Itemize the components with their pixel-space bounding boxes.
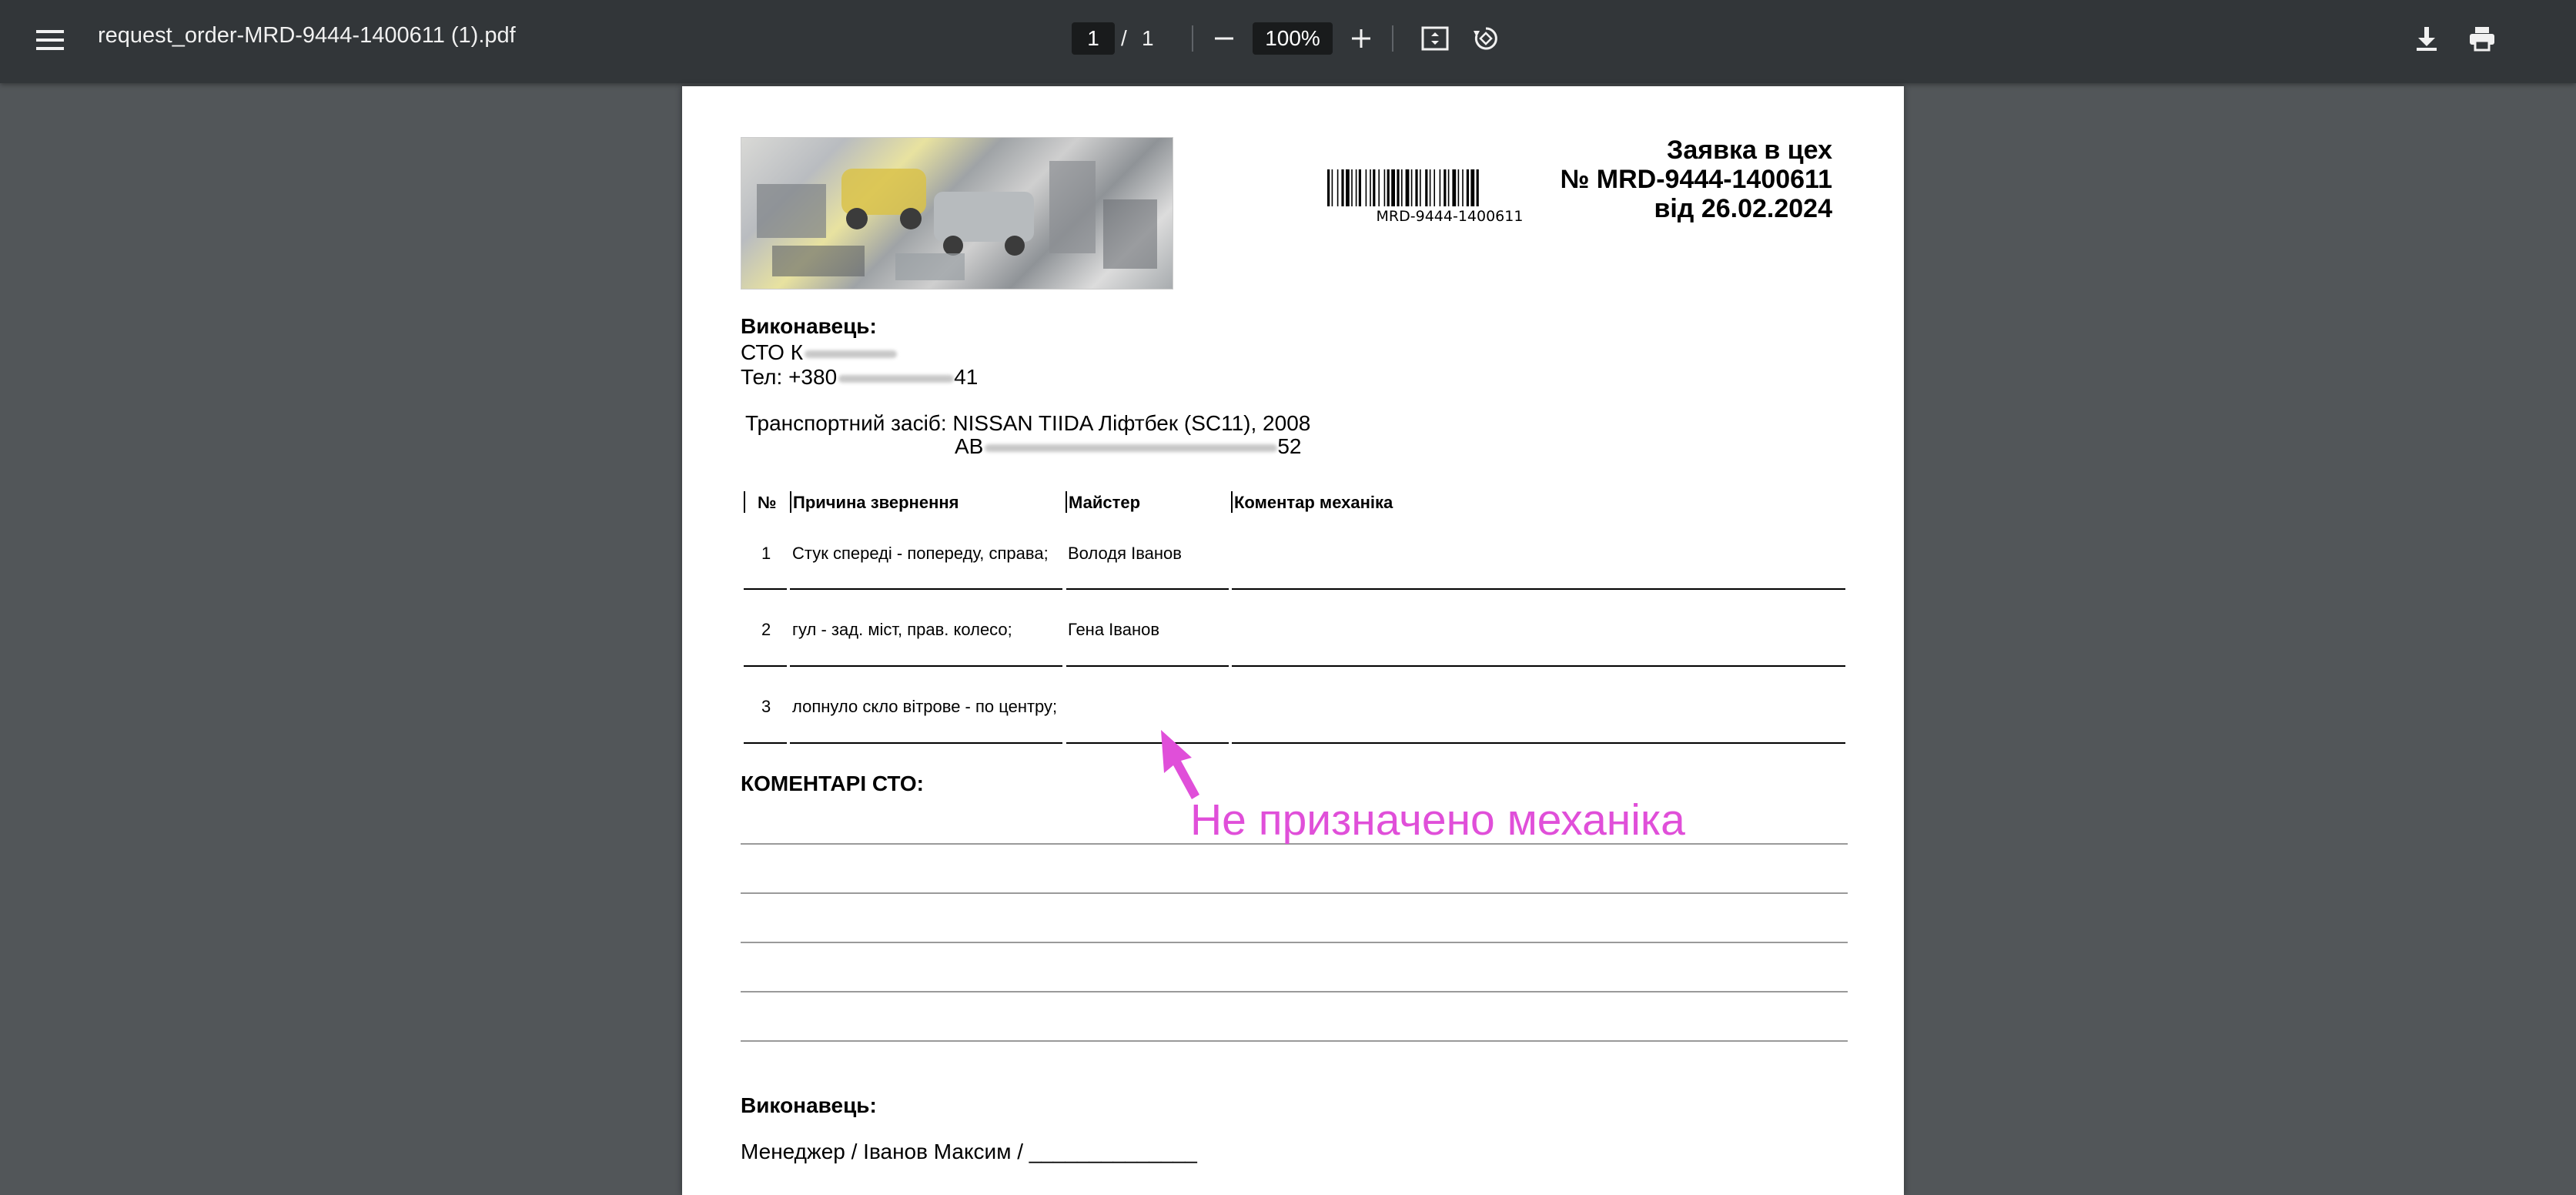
file-title: request_order-MRD-9444-1400611 (1).pdf	[98, 23, 516, 48]
table-row-line	[1066, 665, 1229, 667]
zoom-out-button[interactable]	[1209, 23, 1239, 54]
row-2-master: Гена Іванов	[1068, 620, 1160, 639]
comment-line	[741, 1040, 1848, 1042]
pdf-page	[682, 86, 1904, 1195]
vehicle-label: Транспортний засіб:	[745, 411, 947, 435]
barcode-bar	[1411, 169, 1413, 206]
table-row-line	[1066, 588, 1229, 590]
rotate-button[interactable]	[1469, 22, 1503, 55]
fit-page-button[interactable]	[1418, 22, 1452, 55]
comment-line	[741, 892, 1848, 894]
workshop-logo-image	[741, 137, 1173, 290]
barcode-bar	[1440, 169, 1441, 206]
order-date: від 26.02.2024	[1654, 194, 1832, 223]
table-divider	[1066, 491, 1067, 513]
plus-icon	[1351, 28, 1371, 49]
download-button[interactable]	[2410, 22, 2444, 55]
barcode-bar	[1384, 169, 1386, 206]
row-1-master: Володя Іванов	[1068, 544, 1182, 563]
table-divider	[1231, 491, 1233, 513]
header-master: Майстер	[1069, 493, 1141, 512]
row-2-number: 2	[761, 620, 771, 639]
barcode-bar	[1477, 169, 1479, 206]
barcode-bar	[1401, 169, 1403, 206]
table-row-line	[1232, 588, 1845, 590]
table-divider	[790, 491, 791, 513]
barcode-bar	[1351, 169, 1353, 206]
barcode-bar	[1467, 169, 1469, 206]
header-number: №	[758, 493, 777, 512]
row-3-number: 3	[761, 697, 771, 716]
order-number: № MRD-9444-1400611	[1560, 165, 1832, 194]
barcode-bar	[1425, 169, 1427, 206]
barcode-bar	[1337, 169, 1339, 206]
toolbar-divider	[1192, 25, 1193, 52]
print-icon	[2468, 25, 2496, 52]
barcode-bar	[1373, 169, 1375, 206]
vehicle-info	[745, 411, 1310, 459]
barcode-bar	[1448, 169, 1450, 206]
barcode-bar	[1420, 169, 1421, 206]
comment-line	[741, 991, 1848, 992]
manager-signature-line: Менеджер / Іванов Максим / ______________	[741, 1140, 1197, 1163]
zoom-in-button[interactable]	[1346, 23, 1377, 54]
table-divider	[744, 491, 745, 513]
redacted-mark	[838, 375, 954, 383]
pdf-toolbar	[0, 0, 2576, 83]
barcode-bar	[1458, 169, 1460, 206]
table-row-line	[1232, 742, 1845, 744]
barcode-bar	[1341, 169, 1343, 206]
barcode-bar	[1434, 169, 1435, 206]
print-button[interactable]	[2465, 22, 2499, 55]
barcode-bar	[1370, 169, 1371, 206]
page-number-input[interactable]: 1	[1072, 22, 1115, 55]
table-row-line	[790, 742, 1062, 744]
order-title: Заявка в цех	[1667, 136, 1832, 165]
barcode-bar	[1366, 169, 1367, 206]
executor-name: СТО К	[741, 340, 897, 365]
barcode-bar	[1387, 169, 1390, 206]
barcode-bar	[1391, 169, 1395, 206]
header-reason: Причина звернення	[793, 493, 959, 512]
barcode-bar	[1452, 169, 1456, 206]
rotate-icon	[1472, 25, 1500, 52]
row-3-reason: лопнуло скло вітрове - по центру;	[792, 697, 1058, 716]
executor-phone: Тел: +380 41	[741, 365, 979, 389]
toolbar-divider	[1392, 25, 1393, 52]
barcode-bar	[1397, 169, 1399, 206]
menu-icon[interactable]	[31, 23, 69, 57]
download-icon	[2414, 25, 2439, 52]
barcode-bar	[1444, 169, 1446, 206]
barcode-bar	[1462, 169, 1464, 206]
barcode-bar	[1378, 169, 1380, 206]
barcode-bar	[1470, 169, 1474, 206]
row-2-reason: гул - зад. міст, прав. колесо;	[792, 620, 1012, 639]
barcode-bar	[1415, 169, 1417, 206]
barcode-bar	[1327, 169, 1330, 206]
vehicle-plate: АВ 52	[955, 434, 1302, 458]
barcode-image	[1327, 169, 1569, 206]
table-row-line	[790, 588, 1062, 590]
minus-icon	[1214, 28, 1234, 49]
row-1-number: 1	[761, 544, 771, 563]
table-row-line	[790, 665, 1062, 667]
barcode-bar	[1356, 169, 1357, 206]
redacted-mark	[805, 350, 897, 358]
barcode-bar	[1430, 169, 1431, 206]
table-row-line	[744, 742, 787, 744]
footer-executor-label: Виконавець:	[741, 1093, 877, 1117]
fit-page-icon	[1421, 26, 1449, 51]
row-1-reason: Стук спереді - попереду, справа;	[792, 544, 1049, 563]
redacted-mark	[985, 444, 1277, 452]
table-row-line	[744, 588, 787, 590]
executor-label: Виконавець:	[741, 314, 877, 338]
barcode-bar	[1346, 169, 1350, 206]
barcode-bar	[1406, 169, 1410, 206]
comment-line	[741, 942, 1848, 943]
header-comment: Коментар механіка	[1234, 493, 1393, 512]
comments-label: КОМЕНТАРІ СТО:	[741, 772, 924, 795]
total-pages: 1	[1142, 26, 1154, 50]
page-separator: /	[1121, 26, 1127, 50]
barcode-bar	[1359, 169, 1361, 206]
table-row-line	[744, 665, 787, 667]
annotation-text: Не призначено механіка	[1190, 795, 1685, 845]
vehicle-model: NISSAN TIIDA Ліфтбек (SC11), 2008	[952, 411, 1311, 435]
table-row-line	[1232, 665, 1845, 667]
zoom-input[interactable]: 100%	[1253, 22, 1333, 55]
order-header	[1560, 136, 1832, 223]
barcode-bar	[1332, 169, 1333, 206]
barcode-text: MRD-9444-1400611	[1376, 208, 1524, 225]
